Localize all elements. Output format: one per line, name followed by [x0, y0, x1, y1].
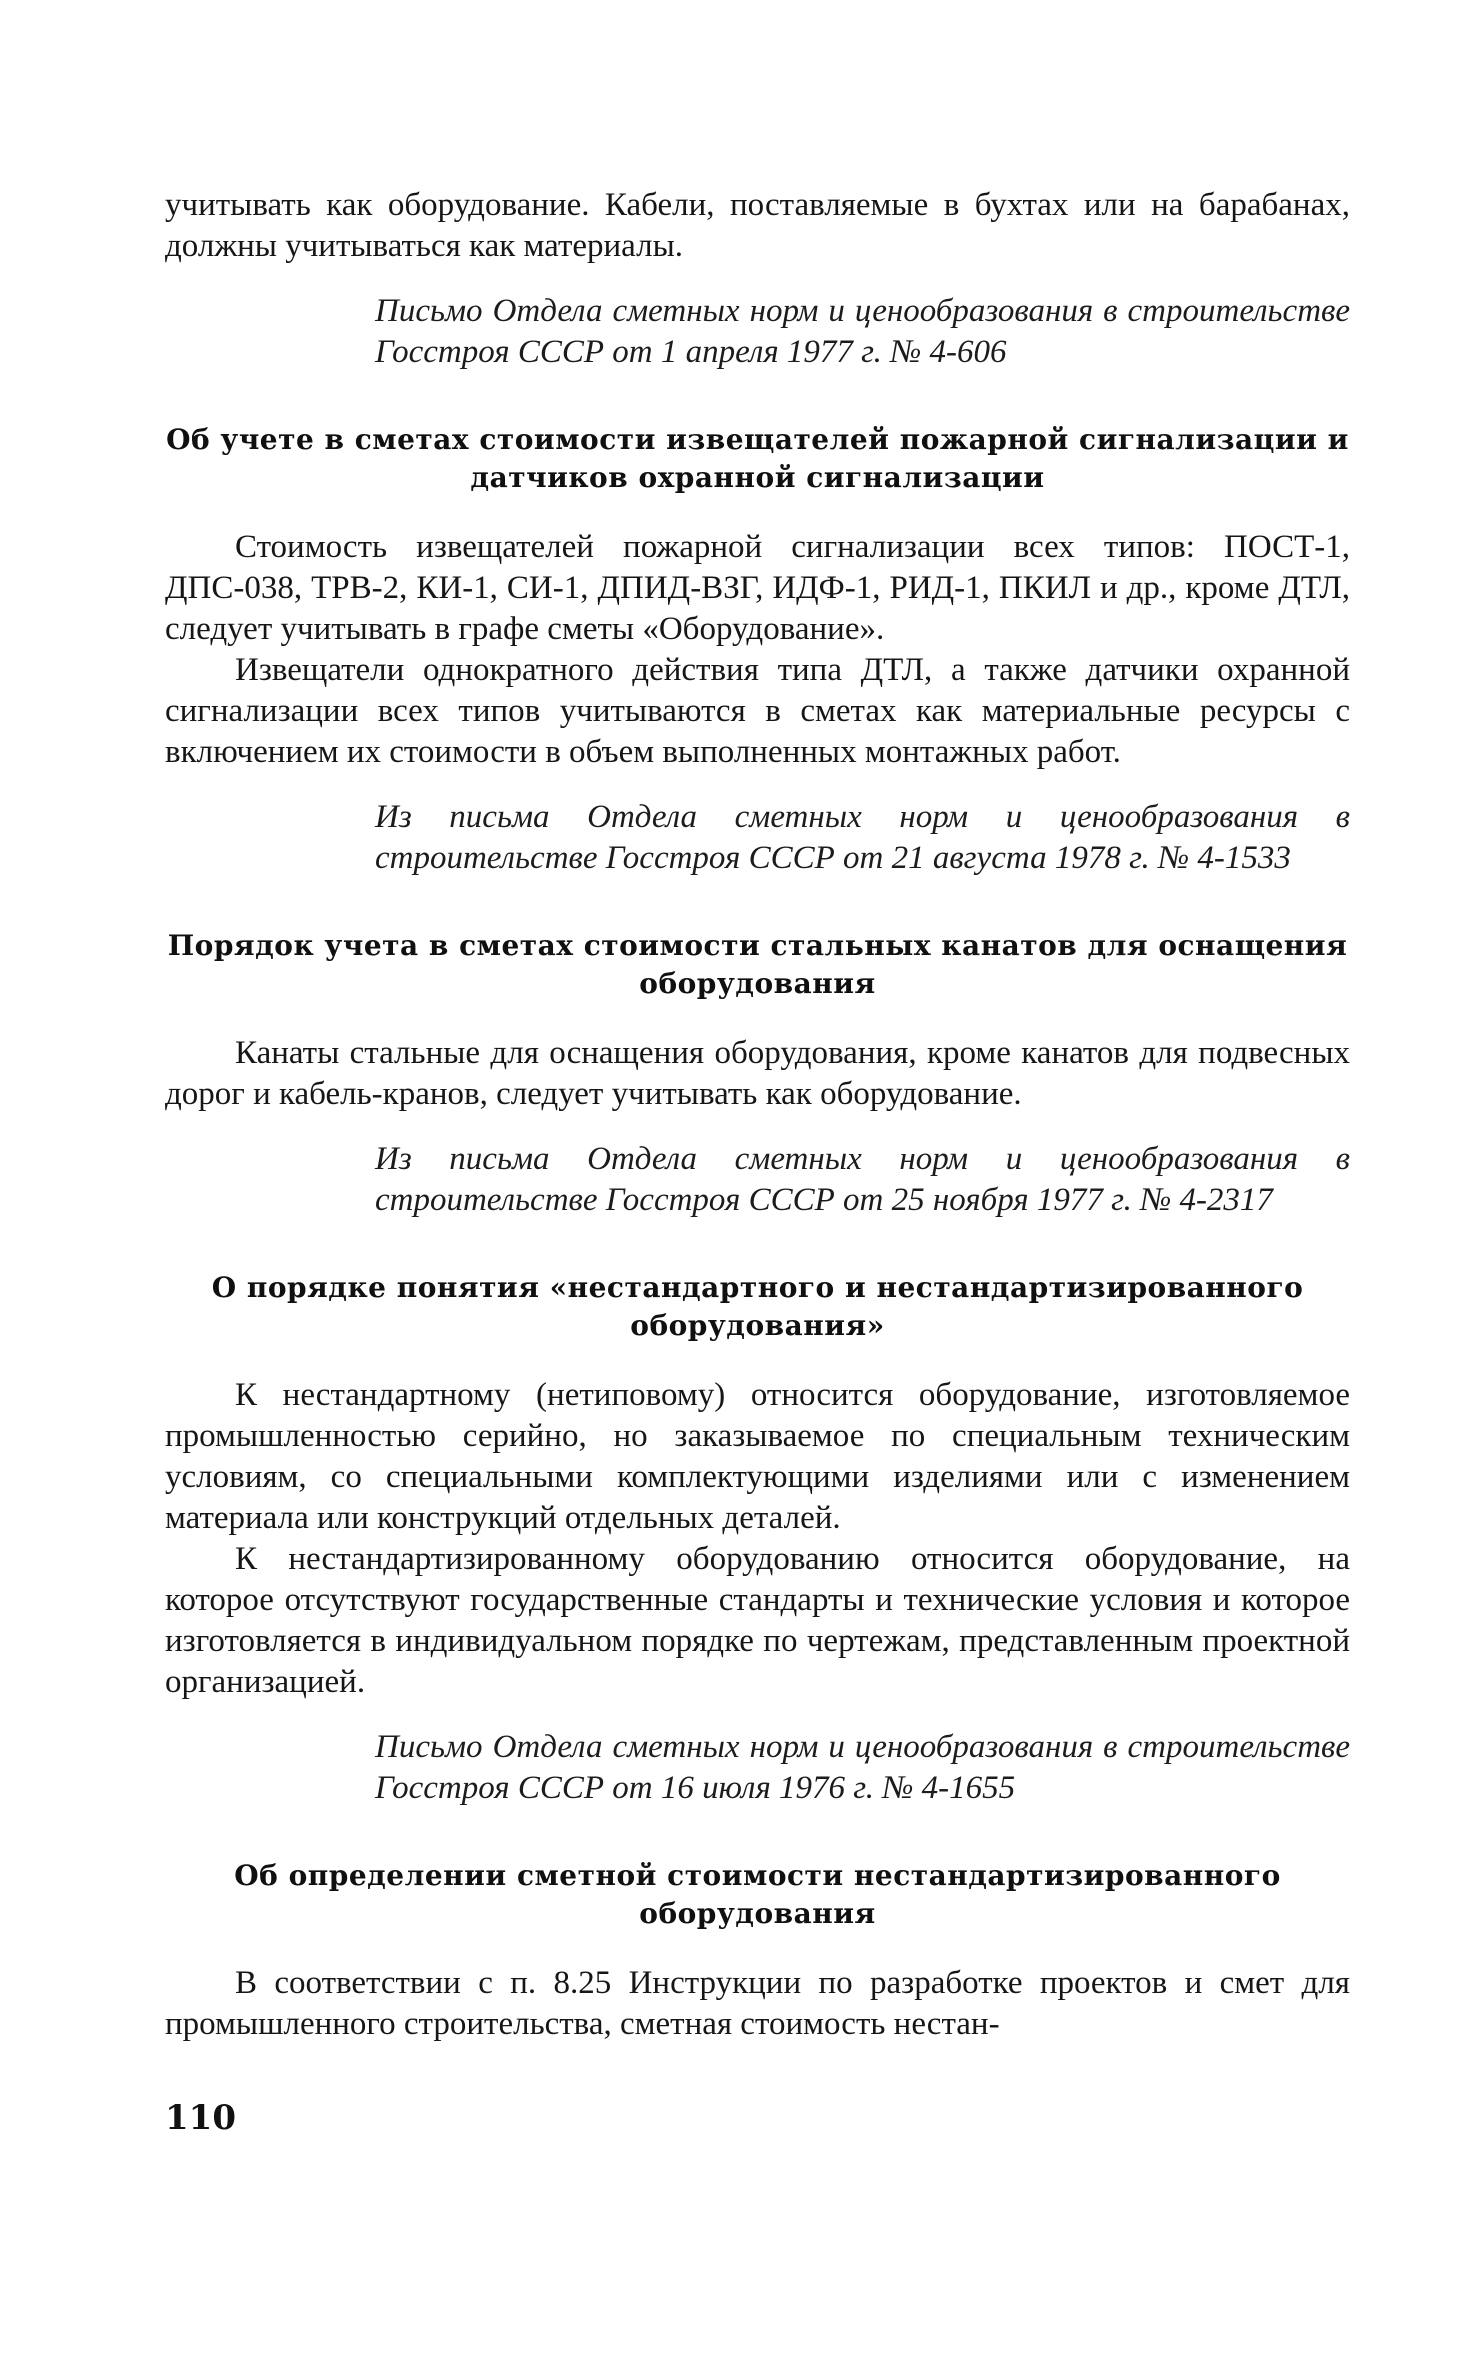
paragraph: Извещатели однократного действия типа ДТЛ, а также датчики охранной сигнализации всех типов учитываются в сметах как материальные ресурсы с включением их стоимости в объем выполненных монтажных работ.: [165, 652, 1350, 770]
page-number: 110: [165, 2098, 236, 2138]
section-heading-estimated-cost: Об определении сметной стоимости нестандартизированного оборудования: [234, 1859, 1281, 1930]
intro-paragraph: учитывать как оборудование. Кабели, поставляемые в бухтах или на барабанах, должны учитываться как материалы.: [165, 187, 1350, 264]
section-heading-nonstandard-equipment: О порядке понятия «нестандартного и нестандартизированного оборудования»: [211, 1271, 1304, 1342]
letter-reference-4: Письмо Отдела сметных норм и ценообразования в строительстве Госстроя СССР от 16 июля 1976 г. № 4-1655: [375, 1729, 1350, 1806]
paragraph: К нестандартному (нетиповому) относится оборудование, изготовляемое промышленностью серийно, но заказываемое по специальным техническим условиям, со специальными комплектующими изделиями или с изменением материала или конструкций отдельных деталей.: [165, 1377, 1350, 1536]
paragraph: В соответствии с п. 8.25 Инструкции по разработке проектов и смет для промышленного строительства, сметная стоимость нестан-: [165, 1965, 1350, 2042]
paragraph: К нестандартизированному оборудованию относится оборудование, на которое отсутствуют государственные стандарты и технические условия и которое изготовляется в индивидуальном порядке по чертежам, представленным проектной организацией.: [165, 1541, 1350, 1700]
section-heading-fire-alarm: Об учете в сметах стоимости извещателей пожарной сигнализации и датчиков охранной сигнализации: [166, 423, 1349, 494]
letter-reference-2: Из письма Отдела сметных норм и ценообразования в строительстве Госстроя СССР от 21 августа 1978 г. № 4-1533: [375, 799, 1350, 876]
section-heading-steel-ropes: Порядок учета в сметах стоимости стальных канатов для оснащения оборудования: [167, 929, 1348, 1000]
document-page: [165, 185, 1350, 2045]
paragraph: Канаты стальные для оснащения оборудования, кроме канатов для подвесных дорог и кабель-кранов, следует учитывать как оборудование.: [165, 1035, 1350, 1112]
letter-reference-3: Из письма Отдела сметных норм и ценообразования в строительстве Госстроя СССР от 25 ноября 1977 г. № 4-2317: [375, 1141, 1350, 1218]
paragraph: Стоимость извещателей пожарной сигнализации всех типов: ПОСТ-1, ДПС-038, ТРВ-2, КИ-1, СИ-1, ДПИД-ВЗГ, ИДФ-1, РИД-1, ПКИЛ и др., кроме ДТЛ, следует учитывать в графе сметы «Оборудование».: [165, 529, 1350, 647]
letter-reference-1: Письмо Отдела сметных норм и ценообразования в строительстве Госстроя СССР от 1 апреля 1977 г. № 4-606: [375, 293, 1350, 370]
